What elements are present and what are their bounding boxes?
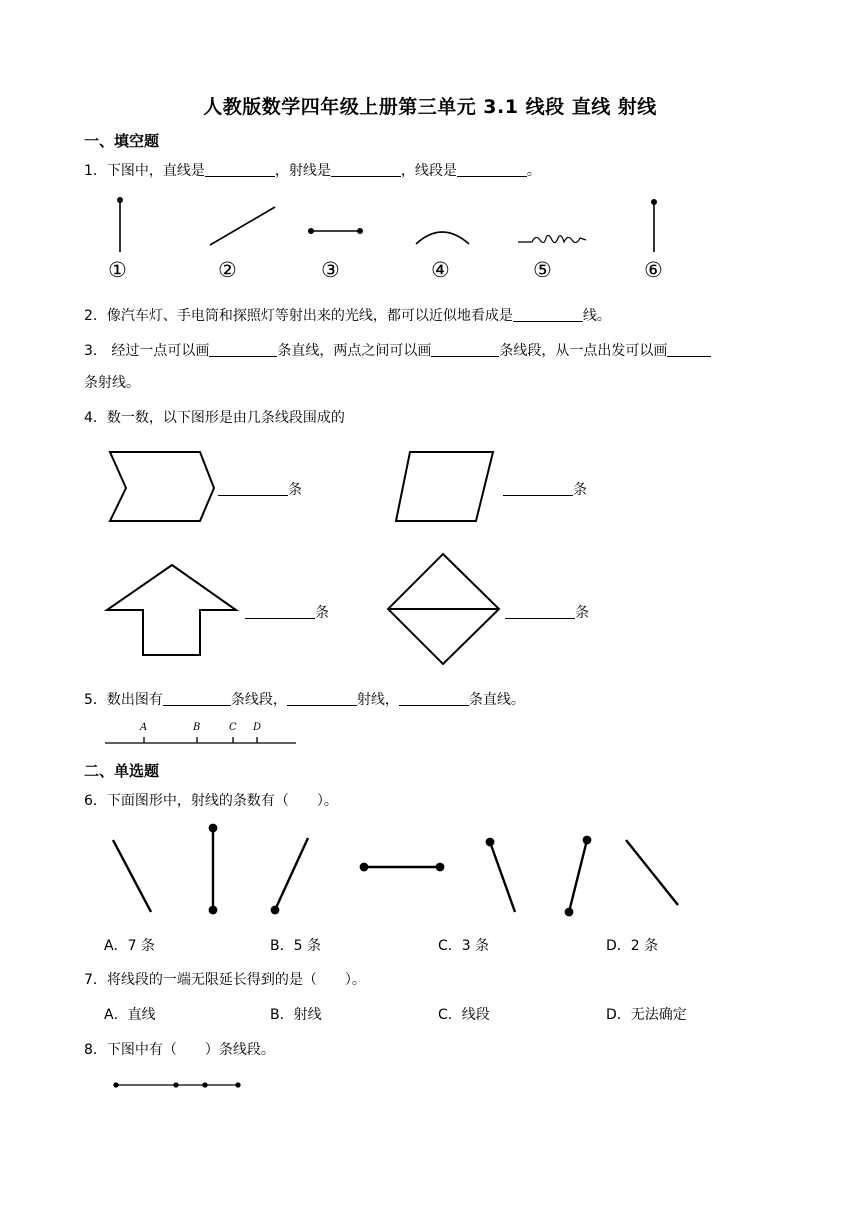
option-c[interactable]: C．3 条 <box>438 938 490 954</box>
answer-blank[interactable] <box>431 342 499 357</box>
question-7 <box>84 969 366 989</box>
endpoint <box>210 907 216 913</box>
option-c[interactable]: C．线段 <box>438 1007 490 1023</box>
shape-answer-2 <box>503 479 587 499</box>
figure-label-3: ③ <box>321 258 340 282</box>
shape-parallelogram <box>396 452 493 521</box>
question-text: 条线段，从一点出发可以画 <box>499 343 668 359</box>
question-4 <box>84 407 345 427</box>
question-1 <box>84 160 541 180</box>
section-single-choice: 二、单选题 <box>84 762 160 780</box>
figure-3-endpoint <box>309 229 313 233</box>
point-label-b: B <box>193 722 201 733</box>
figure-label-4: ④ <box>431 258 450 282</box>
question-text: 。 <box>526 163 541 179</box>
figure-6-endpoint <box>652 200 656 204</box>
shape-answer-1 <box>218 479 302 499</box>
figure-label-5: ⑤ <box>533 258 552 282</box>
answer-blank[interactable] <box>505 604 575 619</box>
endpoint <box>566 909 572 915</box>
question-text: 经过一点可以画 <box>106 343 210 359</box>
page-title: 人教版数学四年级上册第三单元 3.1 线段 直线 射线 <box>203 96 657 118</box>
unit-label: 条 <box>288 482 302 498</box>
q8-figure <box>0 1075 860 1095</box>
option-a[interactable]: A．直线 <box>104 1007 156 1023</box>
endpoint <box>361 864 367 870</box>
question-text: 将线段的一端无限延长得到的是（ ）。 <box>106 972 366 988</box>
q6-figures <box>0 820 860 920</box>
endpoint <box>272 907 278 913</box>
option-d[interactable]: D．无法确定 <box>606 1007 687 1023</box>
shape-answer-4 <box>505 602 589 622</box>
point-label-c: C <box>229 722 237 733</box>
figure-label-6: ⑥ <box>644 258 663 282</box>
question-number: 4． <box>84 410 107 426</box>
endpoint <box>210 825 216 831</box>
question-text: 线。 <box>582 308 611 324</box>
figure-label-2: ② <box>218 258 237 282</box>
option-a[interactable]: A．7 条 <box>104 938 155 954</box>
figure-4-curve <box>416 232 469 244</box>
option-b[interactable]: B．射线 <box>270 1007 322 1023</box>
question-5 <box>84 689 525 709</box>
point <box>174 1083 178 1087</box>
option-d[interactable]: D．2 条 <box>606 938 659 954</box>
question-text: 条线段， <box>230 692 287 708</box>
figure-label-1: ① <box>108 258 127 282</box>
figure-a-line <box>113 840 151 912</box>
question-8 <box>84 1039 275 1059</box>
unit-label: 条 <box>315 605 329 621</box>
question-number: 8． <box>84 1042 107 1058</box>
q5-line-figure <box>0 720 860 750</box>
q4-shapes <box>0 440 860 680</box>
endpoint <box>584 837 590 843</box>
option-b[interactable]: B．5 条 <box>270 938 321 954</box>
shape-chevron <box>110 452 214 521</box>
answer-blank[interactable] <box>457 162 527 177</box>
answer-blank[interactable] <box>503 481 573 496</box>
figure-f-segment <box>569 840 587 912</box>
question-number: 5． <box>84 692 107 708</box>
figure-2-line <box>210 207 275 245</box>
answer-blank[interactable] <box>331 162 401 177</box>
question-text: 数出图有 <box>106 692 163 708</box>
endpoint <box>437 864 443 870</box>
question-text: ，射线是 <box>274 163 331 179</box>
answer-blank[interactable] <box>513 307 583 322</box>
figure-g-line <box>626 840 678 905</box>
question-2 <box>84 305 611 325</box>
section-fill-blank: 一、填空题 <box>84 132 160 150</box>
answer-blank[interactable] <box>209 342 277 357</box>
question-text: ，线段是 <box>400 163 457 179</box>
question-number: 2． <box>84 308 107 324</box>
question-text: 数一数，以下图形是由几条线段围成的 <box>106 410 345 426</box>
point-label-a: A <box>140 722 148 733</box>
shape-answer-3 <box>245 602 329 622</box>
point <box>236 1083 240 1087</box>
figure-1-endpoint <box>118 198 122 202</box>
figure-e-ray <box>490 842 515 912</box>
question-number: 3． <box>84 343 107 359</box>
answer-blank[interactable] <box>245 604 315 619</box>
question-number: 7． <box>84 972 107 988</box>
question-text: 条直线。 <box>468 692 525 708</box>
answer-blank[interactable] <box>667 342 711 357</box>
q1-figures <box>0 190 860 260</box>
question-number: 1． <box>84 163 107 179</box>
endpoint <box>487 839 493 845</box>
question-text: 下图中，直线是 <box>106 163 205 179</box>
figure-5-squiggle <box>518 235 586 242</box>
point <box>114 1083 118 1087</box>
question-text: 下图中有（ ）条线段。 <box>106 1042 275 1058</box>
question-3-continued: 条射线。 <box>84 375 140 391</box>
point <box>203 1083 207 1087</box>
question-6 <box>84 790 338 810</box>
answer-blank[interactable] <box>163 691 231 706</box>
unit-label: 条 <box>575 605 589 621</box>
answer-blank[interactable] <box>205 162 275 177</box>
question-text: 像汽车灯、手电筒和探照灯等射出来的光线，都可以近似地看成是 <box>106 308 513 324</box>
figure-c-ray <box>275 838 308 910</box>
question-number: 6． <box>84 793 107 809</box>
question-text: 下面图形中，射线的条数有（ ）。 <box>106 793 338 809</box>
question-text: 条直线，两点之间可以画 <box>277 343 432 359</box>
unit-label: 条 <box>573 482 587 498</box>
answer-blank[interactable] <box>287 691 357 706</box>
answer-blank[interactable] <box>399 691 469 706</box>
point-label-d: D <box>253 722 262 733</box>
figure-3-endpoint <box>358 229 362 233</box>
shape-arrow <box>107 565 236 655</box>
question-3 <box>84 340 711 360</box>
question-text: 射线， <box>356 692 399 708</box>
answer-blank[interactable] <box>218 481 288 496</box>
